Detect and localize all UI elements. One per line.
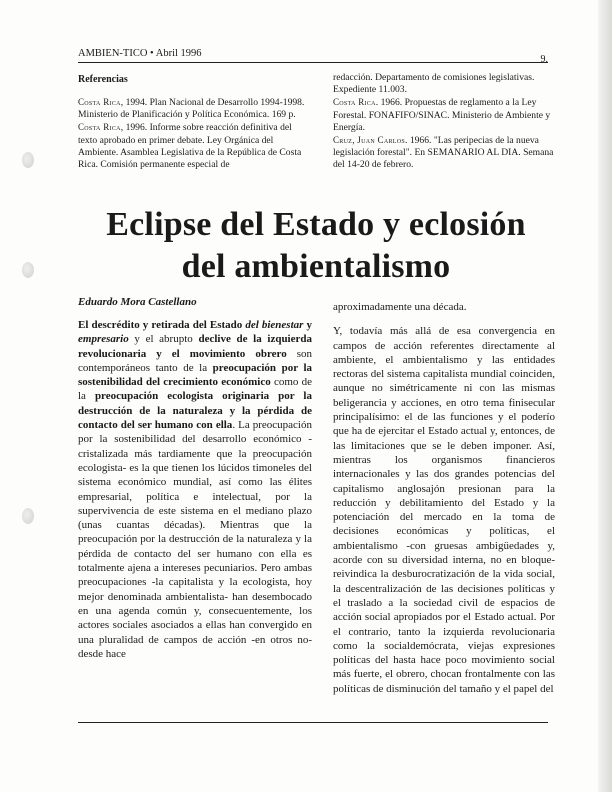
body-text-bold: y xyxy=(303,319,312,331)
article-title-line: del ambientalismo xyxy=(181,248,451,285)
body-text-bold-italic: empresario xyxy=(78,333,129,346)
punch-hole xyxy=(22,262,34,278)
reference-author: Costa Rica xyxy=(333,97,376,108)
footer-rule xyxy=(78,722,548,723)
body-text: son contemporáneos tanto de la xyxy=(78,347,312,374)
reference-entry xyxy=(333,134,555,172)
header-rule xyxy=(78,62,548,63)
reference-entry xyxy=(333,96,555,134)
references-title: Referencias xyxy=(78,74,128,85)
reference-entry xyxy=(78,121,308,171)
body-text: como de la xyxy=(78,376,312,403)
punch-hole xyxy=(22,508,34,524)
reference-text: , 1994. Plan Nacional de Desarrollo 1994-1998. Ministerio de Planificación y Política Económica. 169 p. xyxy=(78,97,305,121)
body-column-right xyxy=(333,300,555,696)
reference-author: Costa Rica xyxy=(78,97,121,107)
body-column-left xyxy=(78,318,312,661)
body-text-bold: El descrédito y retirada del Estado xyxy=(78,319,246,331)
punch-hole xyxy=(22,152,34,168)
article-title xyxy=(60,204,572,288)
reference-text: redacción. Departamento de comisiones legislativas. Expediente 11.003. xyxy=(333,72,535,96)
body-text: y el abrupto xyxy=(128,333,199,346)
reference-author: Cruz, Juan Carlos xyxy=(333,135,406,146)
page-edge-shadow xyxy=(598,0,612,792)
body-text-bold: preocupación por la sostenibilidad del crecimiento económico xyxy=(78,361,312,389)
body-text-bold: preocupación ecologista originaria por la destrucción de la naturaleza y la pérdida de contacto del ser humano con ella xyxy=(78,390,312,432)
article-author: Eduardo Mora Castellano xyxy=(78,296,197,308)
reference-entry xyxy=(333,72,555,96)
body-text: . La preocupación por la sostenibilidad del desarrollo económico -cristalizada más tardiamente que la preocupación ecologista- es la que tienen los lúcidos timoneles del sistema económico mundial, así como las élites empresarial, política e intelectual, por la supervivencia de este sistema en el mediano plazo (unas cuantas décadas). Mientras que la preocupación por la destrucción de la naturaleza y la pérdida de contacto del ser humano con ella es totalmente ajena a intereses pecuniarios. Pero ambas preocupaciones -la capitalista y la ecologista, hoy mejor denominada ambientalista- han desembocado en una agenda común y, consecuentemente, los actores sociales asociados a ellas han convergido en una pluralidad de campos de acción -en otros no- desde hace xyxy=(78,419,312,660)
page-number: 9. xyxy=(540,54,548,65)
references-left-column xyxy=(78,96,308,171)
reference-entry xyxy=(78,96,308,121)
reference-text: , 1996. Informe sobre reacción definitiva del texto aprobado en primer debate. Ley Orgánica del Ambiente. Asamblea Legislativa de la República de Costa Rica. Comisión permanente especial de xyxy=(78,122,302,171)
reference-text: . 1966. Propuestas de reglamento a la Ley Forestal. FONAFIFO/SINAC. Ministerio de Ambiente y Energía. xyxy=(333,97,551,133)
reference-text: . 1966. "Las peripecias de la nueva legislación forestal". En SEMANARIO AL DIA. Semana del 14-20 de febrero. xyxy=(333,135,554,171)
body-text-bold: declive de la izquierda revolucionaria y el movimiento obrero xyxy=(78,333,313,360)
article-title-line: Eclipse del Estado y eclosión xyxy=(106,206,526,243)
body-paragraph: aproximadamente una década. xyxy=(333,301,467,313)
reference-author: Costa Rica xyxy=(78,122,121,133)
references-right-column xyxy=(333,72,555,172)
publication-name: AMBIEN-TICO • Abril 1996 xyxy=(78,48,202,59)
body-text-bold-italic: del bienestar xyxy=(245,319,304,331)
body-paragraph: Y, todavía más allá de esa convergencia en campos de acción referentes directamente al ambiente, el ambientalismo y las entidades rectoras del sistema capitalista mundial coinciden, aunque no simétricamente ni con las mismas beligerancia y acciones, en otro tema finisecular principalísimo: el de las funciones y el poderío que ha de ejercitar el Estado actual y, entonces, de las limitaciones que se le deben imponer. Así, mientras los organismos financieros internacionales y las dos grandes potencias del capitalismo anglosajón presionan para la reducción y debilitamiento del Estado y la potenciación del mercado en la toma de decisiones económicas y políticas, el ambientalismo -con gruesas ambigüedades y, acorde con su diversidad interna, no en bloque- reivindica la desburocratización de la vida social, la descentralización de las decisiones políticas y el traslado a la sociedad civil de espacios de acción social apropiados por el Estado actual. Por el contrario, tanto la izquierda revolucionaria como la socialdemócrata, viejas expresiones políticas del hasta hace poco movimiento social más fuerte, el obrero, chocan frontalmente con las políticas de disminución del tamaño y el papel del xyxy=(333,325,555,695)
body-paragraph xyxy=(78,318,312,661)
